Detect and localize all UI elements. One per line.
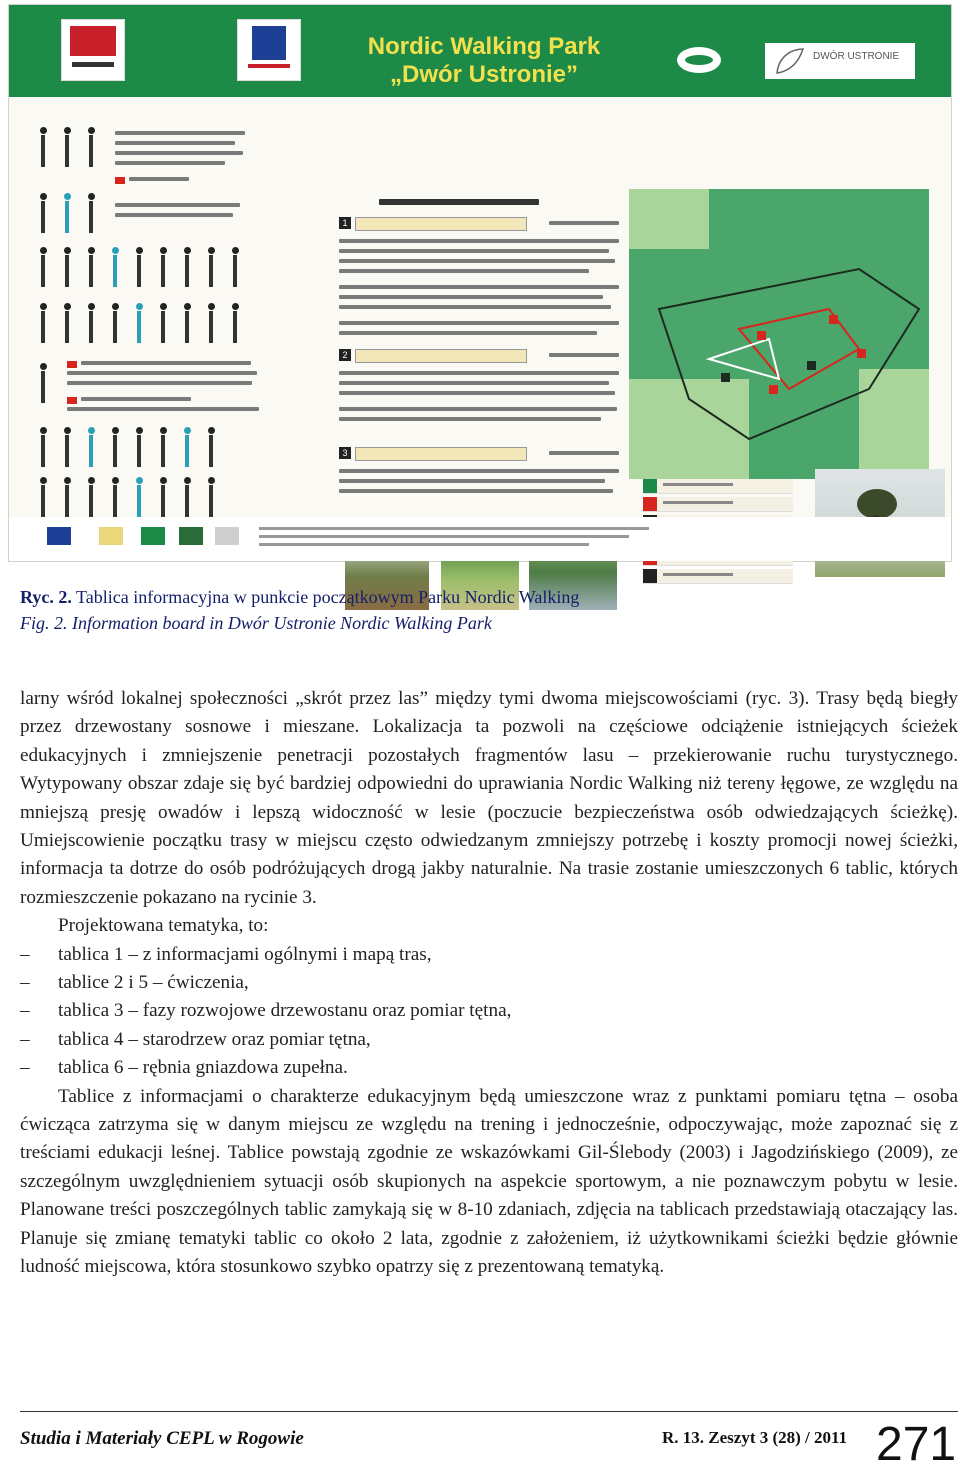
dwor-ustronie-logo-text: DWÓR USTRONIE <box>813 51 900 62</box>
sponsor-logo-1 <box>61 19 125 81</box>
list-item <box>20 1054 958 1082</box>
route-descriptions-panel: 1 2 3 <box>339 199 629 509</box>
journal-title: Studia i Materiały CEPL w Rogowie <box>20 1428 304 1449</box>
fund-logo-2 <box>141 527 165 545</box>
caption-en-text: Information board in Dwór Ustronie Nordic Walking Park <box>67 613 492 633</box>
board-header <box>9 5 951 97</box>
figure-caption-polish <box>20 586 579 608</box>
list-item-text: tablica 1 – z informacjami ogólnymi i mapą tras, <box>58 943 432 965</box>
list-item <box>20 997 958 1025</box>
list-dash: – <box>20 1057 30 1079</box>
list-item-text: tablica 3 – fazy rozwojowe drzewostanu oraz pomiar tętna, <box>58 1000 512 1022</box>
board-body <box>9 97 951 517</box>
figure-caption-english <box>20 612 492 634</box>
footer-rule <box>20 1411 958 1412</box>
caption-pl-text: Tablica informacyjna w punkcie początkowym Parku Nordic Walking <box>71 587 580 607</box>
exercise-figures-panel <box>37 117 287 517</box>
caption-pl-label: Ryc. 2. <box>20 587 72 607</box>
paragraph-2: Projektowana tematyka, to: <box>58 915 269 937</box>
organization-logo <box>677 47 721 73</box>
leaf-logo-icon <box>769 43 809 79</box>
body-text <box>20 685 958 1281</box>
fund-logo-4 <box>215 527 239 545</box>
issue-info: R. 13. Zeszyt 3 (28) / 2011 <box>662 1428 848 1447</box>
board-title: Nordic Walking Park „Dwór Ustronie” <box>367 33 601 88</box>
list-item-text: tablica 4 – starodrzew oraz pomiar tętna, <box>58 1028 371 1050</box>
list-dash: – <box>20 1028 30 1050</box>
paragraph-3: Tablice z informacjami o charakterze edukacyjnym będą umieszczone wraz z punktami pomiaru tętna – osoba ćwicząca zatrzyma się w danym miejscu ze względu na trening i jednocześnie, odpoczywając, może zapoznać się z treściami edukacji leśnej. Tablice powstają zgodnie ze wskazówkami Gil-Ślebody (2003) i Jagodzińskiego (2009), ze szczególnym uwzględnieniem sytuacji osób skupionych na aspekcie sportowym, a nie poznawczym pobytu w lesie. Planowane treści poszczególnych tablic zamykają się w 8-10 zdaniach, zdjęcia na tablicach przedstawiają otaczający las. Planuje się zmianę tematyki tablic co około 2 lata, zgodnie z założeniem, iż użytkownikami ścieżki będzie głównie ludność miejscowa, która stosunkowo szybko opatrzy się z prezentowaną tematyką. <box>20 1085 958 1278</box>
fund-logo-1 <box>99 527 123 545</box>
fund-logo-3 <box>179 527 203 545</box>
list-dash: – <box>20 972 30 994</box>
list-item <box>20 969 958 997</box>
list-item <box>20 941 958 969</box>
sponsor-logo-2 <box>237 19 301 81</box>
list-item-text: tablice 2 i 5 – ćwiczenia, <box>58 972 249 994</box>
page-number: 271 <box>876 1418 957 1471</box>
list-dash: – <box>20 1000 30 1022</box>
eu-flag-icon <box>47 527 71 545</box>
list-dash: – <box>20 943 30 965</box>
caption-en-label: Fig. 2. <box>20 613 68 633</box>
paragraph-1: larny wśród lokalnej społeczności „skrót przez las” między tymi dwoma miejscowościami (ryc. 3). Trasy będą biegły przez drzewostany sosnowe i mieszane. Lokalizacja ta pozwoli na częściowe odciążenie istniejących ścieżek edukacyjnych i zmniejszenie penetracji pozostałych fragmentów lasu – przekierowanie ruchu turystycznego. Wytypowany obszar zdaje się być bardziej odpowiedni do uprawiania Nordic Walking niż tereny łęgowe, ze względu na mniejszą presję owadów i lepszą widoczność w lesie (poczucie bezpieczeństwa osób odwiedzających ścieżkę). Umiejscowienie początku trasy w miejscu często odwiedzanym zmniejszy potrzebę i koszty promocji nowej ścieżki, informacja ta dotrze do osób podróżujących drogą jakby naturalnie. Na trasie zostanie umieszczonych 6 tablic, których rozmieszczenie pokazano na rycinie 3. <box>20 688 958 908</box>
funding-logos-strip <box>9 517 951 561</box>
dwor-ustronie-logo <box>765 43 915 79</box>
information-board-figure <box>8 4 952 562</box>
route-map <box>629 189 929 479</box>
list-item <box>20 1026 958 1054</box>
list-item-text: tablica 6 – rębnia gniazdowa zupełna. <box>58 1057 348 1079</box>
